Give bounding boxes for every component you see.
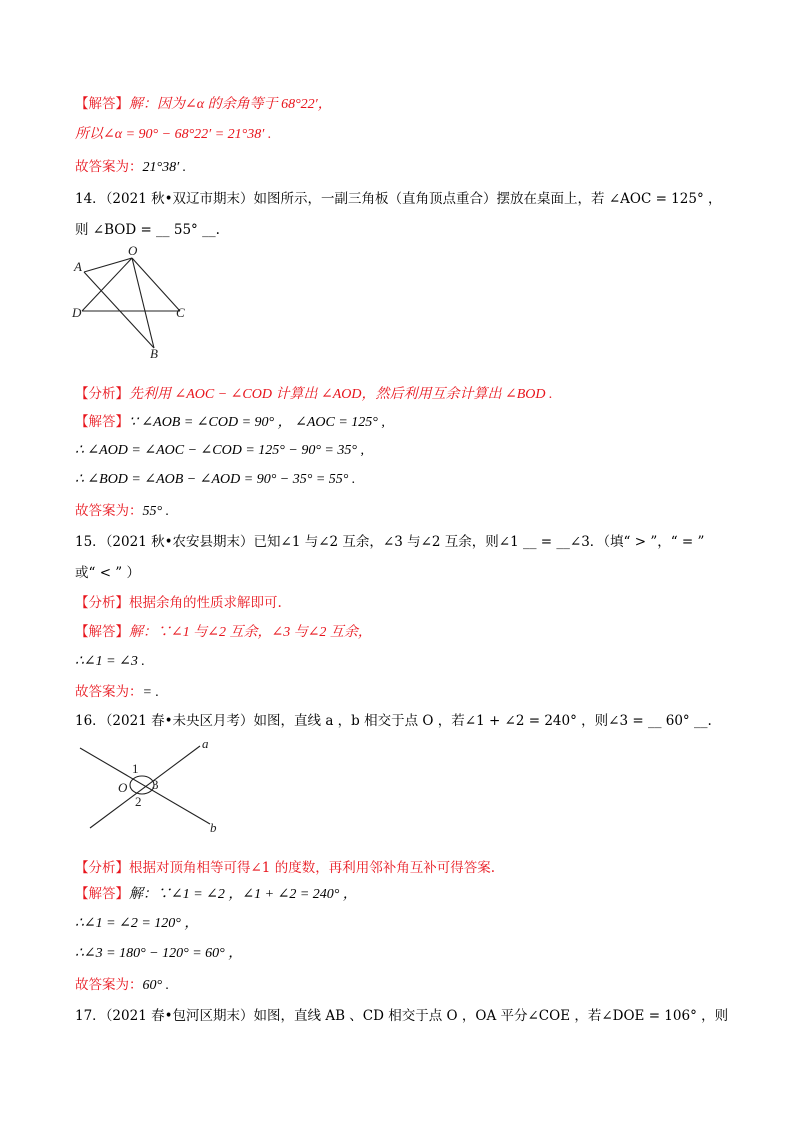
label-b: B: [150, 346, 158, 359]
line-od: [82, 258, 132, 311]
solution-tag: 【解答】: [75, 96, 129, 112]
answer-value: 60° .: [142, 978, 170, 993]
analysis-text: 先利用 ∠AOC − ∠COD 计算出 ∠AOD，然后利用互余计算出 ∠BOD .: [129, 387, 553, 402]
label-b: b: [210, 820, 217, 835]
analysis-tag: 【分析】: [75, 595, 129, 611]
answer-label: 故答案为：: [75, 159, 143, 175]
label-a: A: [74, 259, 82, 274]
solution-tag: 【解答】: [75, 624, 129, 640]
line-ob: [132, 258, 154, 348]
q14-analysis: [75, 384, 552, 405]
label-a: a: [202, 736, 209, 751]
label-angle-2: 2: [135, 794, 142, 809]
q15-answer: [75, 682, 159, 703]
analysis-tag: 【分析】: [75, 860, 129, 876]
q16-intersecting-lines-figure: [72, 736, 232, 836]
q14-triangle-figure: [70, 244, 190, 359]
q17-question-line1: 17．（2021 春•包河区期末）如图，直线 AB 、CD 相交于点 O ，OA 平分∠COE ，若∠DOE = 106° ，则: [75, 1008, 729, 1024]
q15-question-line1: 15．（2021 秋•农安县期末）已知∠1 与∠2 互余，∠3 与∠2 互余，则∠1 __ = __∠3．（填“ > ”，“ = ”: [75, 534, 705, 550]
answer-label: 故答案为：: [75, 503, 143, 519]
analysis-text: 根据余角的性质求解即可.: [129, 595, 282, 611]
q16-question-line1: 16．（2021 春•未央区月考）如图，直线 a ，b 相交于点 O ，若∠1 + ∠2 = 240° ，则∠3 = __ 60° __.: [75, 713, 712, 729]
answer13-line2: 所以∠α = 90° − 68°22′ = 21°38′ .: [75, 127, 272, 142]
q16-analysis: [75, 858, 495, 878]
label-angle-3: 3: [152, 777, 159, 792]
analysis-text: 根据对顶角相等可得∠1 的度数，再利用邻补角互补可得答案.: [129, 860, 495, 876]
label-o: O: [118, 780, 128, 795]
q14-step1: ∴ ∠AOD = ∠AOC − ∠COD = 125° − 90° = 35° ,: [75, 443, 364, 458]
q15-solution: [75, 622, 372, 643]
q14-question-line2: 则 ∠BOD = __ 55° __.: [75, 222, 220, 238]
solution-text: 解：因为∠α 的余角等于 68°22′，: [129, 97, 332, 112]
solution-text: 解：∵∠1 = ∠2 ，∠1 + ∠2 = 240° ，: [129, 887, 357, 902]
answer13-line1: [75, 94, 332, 115]
q14-answer: [75, 501, 169, 522]
q16-solution: [75, 884, 357, 905]
q16-step2: ∴∠3 = 180° − 120° = 60° ，: [75, 946, 243, 961]
q15-analysis: [75, 593, 282, 613]
solution-tag: 【解答】: [75, 414, 129, 430]
line-oc: [132, 258, 180, 311]
q15-step1: ∴∠1 = ∠3 .: [75, 654, 145, 669]
q14-step2: ∴ ∠BOD = ∠AOB − ∠AOD = 90° − 35° = 55° .: [75, 472, 356, 487]
q15-question-line2: 或“ < ” ）: [75, 565, 140, 581]
answer-label: 故答案为：: [75, 684, 143, 700]
answer13-line3: [75, 157, 186, 178]
angle-arc: [130, 776, 154, 794]
label-o: O: [128, 244, 138, 258]
answer-value: 21°38′ .: [142, 160, 187, 175]
line-b: [80, 748, 210, 824]
analysis-tag: 【分析】: [75, 386, 129, 402]
q14-question-line1: 14．（2021 秋•双辽市期末）如图所示，一副三角板（直角顶点重合）摆放在桌面上，若 ∠AOC = 125° ，: [75, 191, 722, 207]
q16-step1: ∴∠1 = ∠2 = 120° ，: [75, 916, 199, 931]
line-a: [90, 746, 200, 828]
solution-text: ∵ ∠AOB = ∠COD = 90° ， ∠AOC = 125° ,: [129, 415, 385, 430]
label-c: C: [176, 305, 185, 320]
answer-label: 故答案为：: [75, 977, 143, 993]
q16-answer: [75, 975, 169, 996]
q14-solution: [75, 412, 385, 433]
solution-tag: 【解答】: [75, 886, 129, 902]
label-angle-1: 1: [132, 761, 139, 776]
label-d: D: [72, 305, 82, 320]
solution-text: 解：∵∠1 与∠2 互余，∠3 与∠2 互余，: [129, 625, 372, 640]
line-ab: [84, 272, 154, 348]
answer-value: = .: [142, 685, 159, 700]
answer-value: 55° .: [142, 504, 170, 519]
